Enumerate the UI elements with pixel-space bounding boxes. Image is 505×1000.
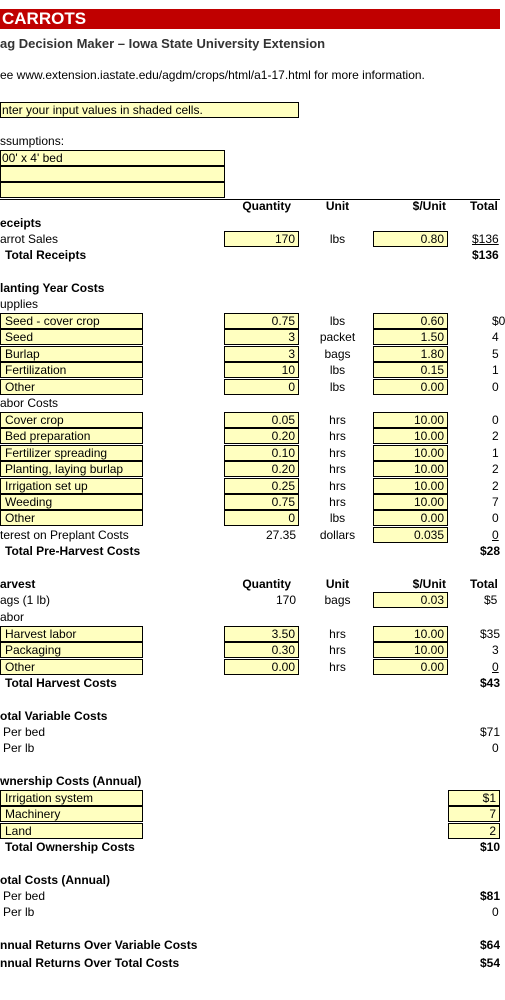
receipt-unit: lbs	[329, 232, 346, 246]
harvest-title: arvest	[0, 577, 36, 591]
header-total: Total	[470, 199, 498, 213]
labor-row-total: 2	[492, 462, 499, 477]
total-preharvest-label: Total Pre-Harvest Costs	[5, 544, 141, 558]
ownership-row-label-input[interactable]: Irrigation system	[0, 790, 143, 806]
labor-row-qty-input[interactable]: 0.75	[224, 494, 299, 510]
header-quantity: Quantity	[242, 199, 291, 213]
labor-row-total: 2	[492, 429, 499, 444]
supply-row-total: 1	[492, 363, 499, 378]
supply-row-price-input[interactable]: 1.50	[373, 329, 448, 345]
labor-row-total: 0	[492, 511, 499, 526]
harvest-labor-row-price-input[interactable]: 10.00	[373, 626, 448, 642]
labor-row-total: 7	[492, 495, 499, 509]
labor-row-label-input[interactable]: Planting, laying burlap	[0, 461, 143, 477]
bags-price-input[interactable]: 0.03	[373, 592, 448, 608]
variable-per-lb-label: Per lb	[3, 741, 35, 755]
supply-row-unit: lbs	[329, 314, 346, 328]
labor-row-qty-input[interactable]: 0.20	[224, 461, 299, 477]
supply-row-qty-input[interactable]: 10	[224, 362, 299, 378]
total-harvest-label: Total Harvest Costs	[5, 676, 117, 690]
harvest-labor-row-total: 3	[492, 643, 499, 658]
labor-title: abor Costs	[0, 396, 59, 410]
info-link-text[interactable]: ee www.extension.iastate.edu/agdm/crops/html/a1-17.html for more information.	[0, 68, 425, 82]
page-title: CARROTS	[2, 9, 87, 28]
labor-row-total: 2	[492, 478, 499, 493]
labor-row-total: 0	[492, 413, 499, 427]
labor-row-total: 1	[492, 445, 499, 460]
harvest-labor-row-qty-input[interactable]: 0.00	[224, 659, 299, 675]
harvest-labor-row-qty-input[interactable]: 3.50	[224, 626, 299, 642]
labor-row-qty-input[interactable]: 0.25	[224, 478, 299, 494]
supply-row-label-input[interactable]: Fertilization	[0, 362, 143, 378]
harvest-labor-row-price-input[interactable]: 0.00	[373, 659, 448, 675]
labor-row-label-input[interactable]: Fertilizer spreading	[0, 445, 143, 461]
supply-row-qty-input[interactable]: 0.75	[224, 313, 299, 329]
supply-row-price-input[interactable]: 0.15	[373, 362, 448, 378]
subtitle: ag Decision Maker – Iowa State University Extension	[0, 36, 326, 51]
supply-row-qty-input[interactable]: 3	[224, 329, 299, 345]
receipt-price-input[interactable]: 0.80	[373, 231, 448, 247]
harvest-labor-row-unit: hrs	[329, 659, 346, 674]
labor-row-label-input[interactable]: Bed preparation	[0, 428, 143, 444]
returns-total-value: $54	[480, 956, 501, 970]
labor-row-price-input[interactable]: 0.00	[373, 510, 448, 526]
bags-label: ags (1 lb)	[0, 593, 51, 607]
header-unit: Unit	[325, 199, 350, 213]
total-receipts-label: Total Receipts	[5, 248, 87, 262]
planting-title: lanting Year Costs	[0, 281, 105, 295]
total-costs-per-bed-label: Per bed	[3, 889, 46, 903]
total-costs-per-lb-value: 0	[492, 905, 499, 919]
harvest-header-total: Total	[470, 577, 498, 591]
supply-row-price-input[interactable]: 1.80	[373, 346, 448, 362]
receipt-total: $136	[472, 232, 499, 246]
labor-row-unit: hrs	[329, 429, 346, 444]
labor-row-price-input[interactable]: 10.00	[373, 445, 448, 461]
receipts-title: eceipts	[0, 216, 42, 230]
labor-row-label-input[interactable]: Weeding	[0, 494, 143, 510]
ownership-row-label-input[interactable]: Land	[0, 823, 143, 839]
bags-qty: 170	[275, 593, 296, 607]
labor-row-unit: lbs	[329, 511, 346, 526]
assumption-input-1[interactable]: 00' x 4' bed	[0, 150, 225, 166]
supply-row-label-input[interactable]: Seed - cover crop	[0, 313, 143, 329]
harvest-labor-row-total: 0	[492, 659, 499, 674]
labor-row-price-input[interactable]: 10.00	[373, 412, 448, 428]
variable-per-bed-value: $71	[480, 725, 501, 739]
bags-total: $5	[484, 593, 498, 607]
ownership-row-total: $1	[448, 790, 500, 806]
supplies-title: upplies	[0, 297, 39, 311]
variable-title: otal Variable Costs	[0, 709, 108, 723]
labor-row-price-input[interactable]: 10.00	[373, 461, 448, 477]
supply-row-total: 4	[492, 330, 499, 345]
interest-label: terest on Preplant Costs	[0, 528, 129, 542]
total-preharvest-value: $28	[480, 544, 501, 558]
harvest-labor-row-unit: hrs	[329, 627, 346, 641]
total-costs-per-lb-label: Per lb	[3, 905, 35, 919]
supply-row-unit: lbs	[329, 363, 346, 378]
total-ownership-value: $10	[480, 840, 501, 854]
labor-row-qty-input[interactable]: 0	[224, 510, 299, 526]
returns-total-label: nnual Returns Over Total Costs	[0, 956, 180, 970]
assumptions-label: ssumptions:	[0, 134, 65, 148]
harvest-labor-row-total: $35	[480, 627, 501, 641]
supply-row-unit: packet	[319, 330, 356, 345]
total-costs-title: otal Costs (Annual)	[0, 873, 110, 887]
harvest-header-per-unit: $/Unit	[412, 577, 446, 591]
returns-variable-value: $64	[480, 938, 501, 952]
supply-row-total: 0	[492, 379, 499, 394]
instruction-cell: nter your input values in shaded cells.	[0, 102, 299, 118]
returns-variable-label: nnual Returns Over Variable Costs	[0, 938, 198, 952]
labor-row-unit: hrs	[329, 462, 346, 477]
supply-row-price-input[interactable]: 0.00	[373, 379, 448, 395]
total-receipts-value: $136	[472, 248, 499, 262]
supply-row-label-input[interactable]: Seed	[0, 329, 143, 345]
ownership-row-total: 7	[448, 806, 500, 822]
labor-row-qty-input[interactable]: 0.20	[224, 428, 299, 444]
title-banner	[0, 9, 500, 29]
ownership-row-total: 2	[448, 823, 500, 839]
labor-row-price-input[interactable]: 10.00	[373, 428, 448, 444]
harvest-labor-row-label-input[interactable]: Harvest labor	[0, 626, 143, 642]
supply-row-label-input[interactable]: Burlap	[0, 346, 143, 362]
harvest-labor-title: abor	[0, 610, 25, 624]
harvest-labor-row-qty-input[interactable]: 0.30	[224, 642, 299, 658]
labor-row-unit: hrs	[329, 478, 346, 493]
total-harvest-value: $43	[480, 676, 501, 690]
labor-row-price-input[interactable]: 10.00	[373, 478, 448, 494]
supply-row-label-input[interactable]: Other	[0, 379, 143, 395]
labor-row-label-input[interactable]: Other	[0, 510, 143, 526]
supply-row-total: 5	[492, 346, 499, 361]
interest-total: 0	[492, 528, 499, 542]
assumption-input-2[interactable]	[0, 166, 225, 182]
total-ownership-label: Total Ownership Costs	[5, 840, 135, 854]
supply-row-unit: bags	[324, 346, 351, 361]
harvest-labor-row-price-input[interactable]: 10.00	[373, 642, 448, 658]
assumption-input-3[interactable]	[0, 182, 225, 198]
interest-unit: dollars	[319, 528, 356, 542]
labor-row-qty-input[interactable]: 0.05	[224, 412, 299, 428]
variable-per-lb-value: 0	[492, 741, 499, 755]
harvest-header-quantity: Quantity	[242, 577, 291, 591]
ownership-title: wnership Costs (Annual)	[0, 774, 142, 788]
bags-unit: bags	[324, 593, 351, 607]
harvest-labor-row-label-input[interactable]: Packaging	[0, 642, 143, 658]
labor-row-qty-input[interactable]: 0.10	[224, 445, 299, 461]
supply-row-qty-input[interactable]: 3	[224, 346, 299, 362]
supply-row-total: $0	[492, 314, 505, 328]
variable-per-bed-label: Per bed	[3, 725, 46, 739]
receipt-label: arrot Sales	[0, 232, 59, 246]
labor-row-price-input[interactable]: 10.00	[373, 494, 448, 510]
interest-qty: 27.35	[265, 528, 296, 542]
interest-rate-input[interactable]: 0.035	[373, 527, 448, 543]
supply-row-qty-input[interactable]: 0	[224, 379, 299, 395]
harvest-labor-row-unit: hrs	[329, 643, 346, 658]
labor-row-label-input[interactable]: Cover crop	[0, 412, 143, 428]
labor-row-unit: hrs	[329, 413, 346, 427]
receipt-qty-input[interactable]: 170	[224, 231, 299, 247]
supply-row-price-input[interactable]: 0.60	[373, 313, 448, 329]
total-costs-per-bed-value: $81	[480, 889, 501, 903]
supply-row-unit: lbs	[329, 379, 346, 394]
labor-row-unit: hrs	[329, 445, 346, 460]
labor-row-unit: hrs	[329, 495, 346, 509]
labor-row-label-input[interactable]: Irrigation set up	[0, 478, 143, 494]
harvest-labor-row-label-input[interactable]: Other	[0, 659, 143, 675]
harvest-header-unit: Unit	[325, 577, 350, 591]
ownership-row-label-input[interactable]: Machinery	[0, 806, 143, 822]
header-per-unit: $/Unit	[412, 199, 446, 213]
